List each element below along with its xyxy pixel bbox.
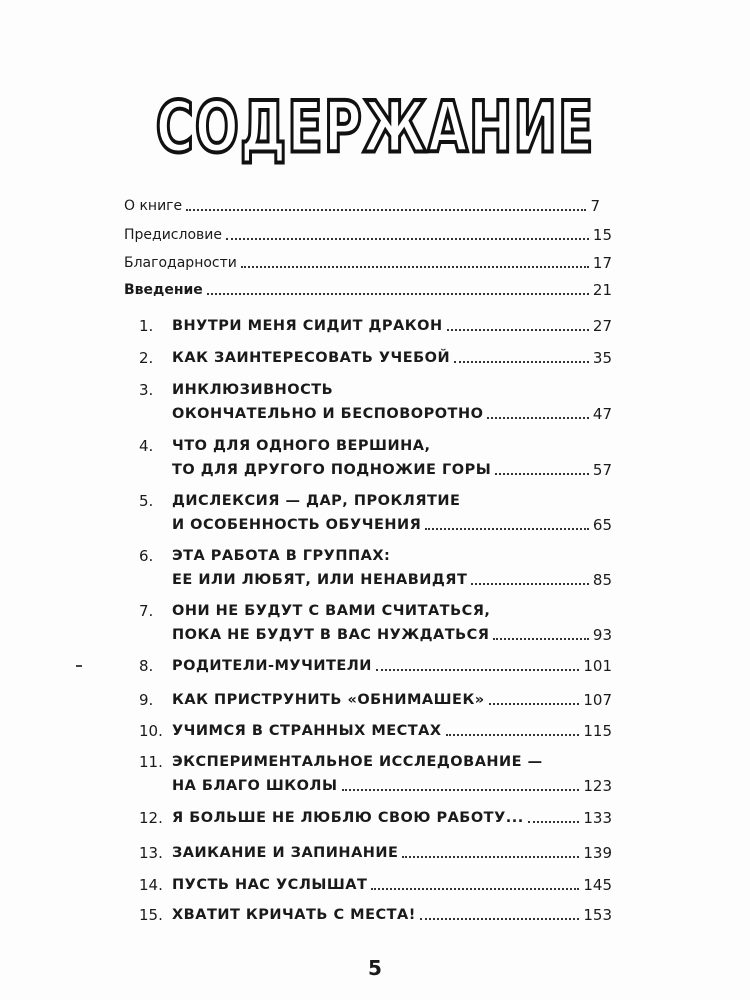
chapter-title: РОДИТЕЛИ-МУЧИТЕЛИ xyxy=(172,658,372,674)
page-number: 5 xyxy=(368,956,382,980)
dot-leader xyxy=(487,416,588,419)
chapter-title: УЧИМСЯ В СТРАННЫХ МЕСТАХ xyxy=(172,723,442,739)
toc-entry-front[interactable] xyxy=(124,196,600,216)
chapter-number: 10. xyxy=(139,722,163,740)
toc-page-number: 7 xyxy=(590,197,600,215)
page-title: СОДЕРЖАНИЕ xyxy=(155,88,595,169)
dot-leader xyxy=(528,820,580,823)
dot-leader xyxy=(489,702,580,705)
dot-leader xyxy=(186,208,586,211)
toc-entry-label: Предисловие xyxy=(124,227,222,243)
chapter-number: 1. xyxy=(139,317,154,335)
chapter-title-line2: НА БЛАГО ШКОЛЫ xyxy=(172,778,338,794)
chapter-title-line2: И ОСОБЕННОСТЬ ОБУЧЕНИЯ xyxy=(172,517,422,533)
toc-chapter[interactable] xyxy=(0,843,612,863)
chapter-title: КАК ЗАИНТЕРЕСОВАТЬ УЧЕБОЙ xyxy=(172,350,451,366)
toc-page-number: 145 xyxy=(583,876,612,894)
toc-chapter[interactable] xyxy=(0,875,612,895)
chapter-title-line1: ИНКЛЮЗИВНОСТЬ xyxy=(172,382,334,398)
chapter-title-line1: ЭТА РАБОТА В ГРУППАХ: xyxy=(172,548,391,564)
print-mark xyxy=(76,665,82,667)
toc-chapter[interactable] xyxy=(0,436,612,484)
toc-chapter[interactable] xyxy=(0,601,612,649)
toc-page-number: 139 xyxy=(583,844,612,862)
toc-page-number: 107 xyxy=(583,691,612,709)
toc-page-number: 47 xyxy=(592,405,612,423)
toc-chapter[interactable] xyxy=(0,316,612,336)
dot-leader xyxy=(241,265,589,268)
chapter-number: 3. xyxy=(139,381,154,399)
toc-chapter[interactable] xyxy=(0,546,612,594)
toc-page-number: 153 xyxy=(583,906,612,924)
chapter-title-line2: ТО ДЛЯ ДРУГОГО ПОДНОЖИЕ ГОРЫ xyxy=(172,462,492,478)
dot-leader xyxy=(471,582,589,585)
chapter-title: Я БОЛЬШЕ НЕ ЛЮБЛЮ СВОЮ РАБОТУ... xyxy=(172,810,524,826)
toc-entry-front[interactable] xyxy=(124,253,612,273)
chapter-title-line2: ПОКА НЕ БУДУТ В ВАС НУЖДАТЬСЯ xyxy=(172,627,490,643)
toc-chapter[interactable] xyxy=(0,491,612,539)
chapter-title: ВНУТРИ МЕНЯ СИДИТ ДРАКОН xyxy=(172,318,443,334)
toc-page-number: 123 xyxy=(583,777,612,795)
dot-leader xyxy=(495,472,589,475)
toc-chapter[interactable] xyxy=(0,752,612,800)
toc-page-number: 133 xyxy=(583,809,612,827)
chapter-title-line1: ЭКСПЕРИМЕНТАЛЬНОЕ ИССЛЕДОВАНИЕ — xyxy=(172,754,543,770)
toc-entry-front[interactable] xyxy=(124,280,612,300)
chapter-title-line2: ЕЕ ИЛИ ЛЮБЯТ, ИЛИ НЕНАВИДЯТ xyxy=(172,572,468,588)
toc-page-number: 93 xyxy=(592,626,612,644)
toc-chapter[interactable] xyxy=(0,656,612,676)
toc-page-number: 15 xyxy=(592,226,612,244)
chapter-title-line1: ДИСЛЕКСИЯ — ДАР, ПРОКЛЯТИЕ xyxy=(172,493,461,509)
dot-leader xyxy=(425,527,589,530)
chapter-title: ПУСТЬ НАС УСЛЫШАТ xyxy=(172,877,368,893)
dot-leader xyxy=(376,668,579,671)
chapter-number: 6. xyxy=(139,547,154,565)
dot-leader xyxy=(226,237,589,240)
toc-page-number: 85 xyxy=(592,571,612,589)
toc-page-number: 57 xyxy=(592,461,612,479)
toc-page-number: 17 xyxy=(592,254,612,272)
toc-entry-front[interactable] xyxy=(124,225,612,245)
chapter-number: 12. xyxy=(139,809,163,827)
chapter-title-line1: ЧТО ДЛЯ ОДНОГО ВЕРШИНА, xyxy=(172,438,431,454)
toc-chapter[interactable] xyxy=(0,380,612,428)
chapter-title: КАК ПРИСТРУНИТЬ «ОБНИМАШЕК» xyxy=(172,692,485,708)
toc-page-number: 115 xyxy=(583,722,612,740)
dot-leader xyxy=(454,360,589,363)
dot-leader xyxy=(207,292,589,295)
chapter-number: 9. xyxy=(139,691,154,709)
chapter-title: ЗАИКАНИЕ И ЗАПИНАНИЕ xyxy=(172,845,399,861)
chapter-number: 2. xyxy=(139,349,154,367)
dot-leader xyxy=(446,733,580,736)
dot-leader xyxy=(402,855,579,858)
chapter-number: 7. xyxy=(139,602,154,620)
chapter-number: 15. xyxy=(139,906,163,924)
chapter-title: ХВАТИТ КРИЧАТЬ С МЕСТА! xyxy=(172,907,416,923)
toc-entry-label: Введение xyxy=(124,282,203,298)
toc-page-number: 101 xyxy=(583,657,612,675)
chapter-number: 13. xyxy=(139,844,163,862)
chapter-number: 5. xyxy=(139,492,154,510)
toc-page-number: 65 xyxy=(592,516,612,534)
toc-chapter[interactable] xyxy=(0,905,612,925)
dot-leader xyxy=(371,887,579,890)
toc-page-number: 27 xyxy=(592,317,612,335)
toc-page-number: 35 xyxy=(592,349,612,367)
chapter-number: 4. xyxy=(139,437,154,455)
dot-leader xyxy=(447,328,589,331)
dot-leader xyxy=(493,637,588,640)
toc-chapter[interactable] xyxy=(0,348,612,368)
chapter-number: 11. xyxy=(139,753,163,771)
toc-chapter[interactable] xyxy=(0,721,612,741)
chapter-title-line1: ОНИ НЕ БУДУТ С ВАМИ СЧИТАТЬСЯ, xyxy=(172,603,491,619)
chapter-number: 14. xyxy=(139,876,163,894)
toc-chapter[interactable] xyxy=(0,690,612,710)
toc-entry-label: Благодарности xyxy=(124,255,237,271)
toc-page-number: 21 xyxy=(592,281,612,299)
chapter-number: 8. xyxy=(139,657,154,675)
toc-entry-label: О книге xyxy=(124,198,183,214)
dot-leader xyxy=(342,788,580,791)
toc-chapter[interactable] xyxy=(0,808,612,828)
dot-leader xyxy=(420,917,580,920)
chapter-title-line2: ОКОНЧАТЕЛЬНО И БЕСПОВОРОТНО xyxy=(172,406,484,422)
